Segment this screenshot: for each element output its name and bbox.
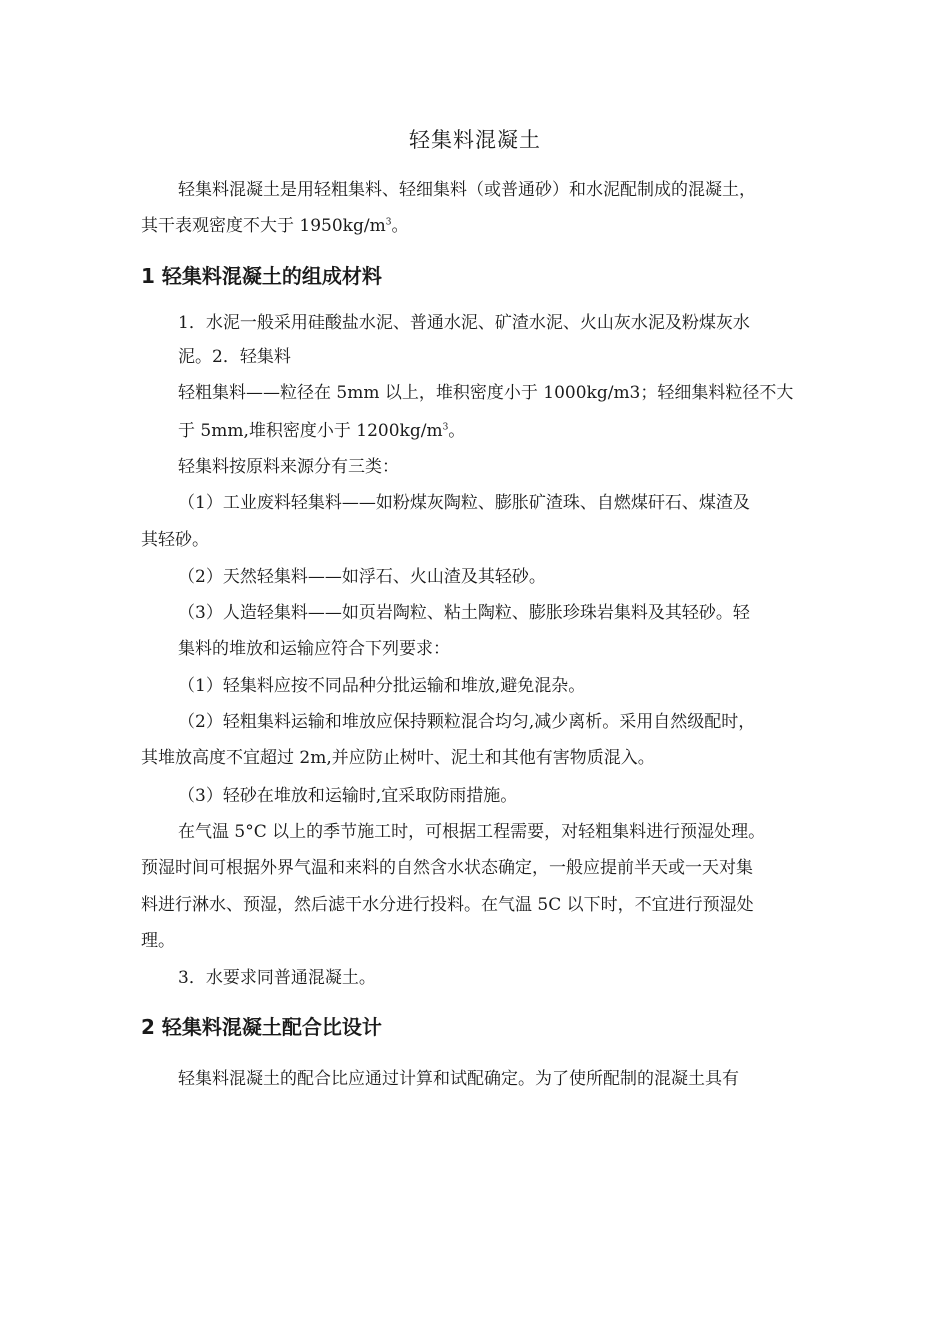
section-1-line-16: 预湿时间可根据外界气温和来料的自然含水状态确定，一般应提前半天或一天对集 bbox=[141, 858, 753, 878]
section-1-line-18: 理。 bbox=[141, 931, 175, 951]
section-1-line-2: 泥。2．轻集料 bbox=[178, 347, 291, 367]
section-1-line-4-text: 于 5mm,堆积密度小于 1200kg/m bbox=[178, 421, 443, 441]
section-1-line-10: 集料的堆放和运输应符合下列要求： bbox=[178, 639, 450, 659]
section-1-line-7: 其轻砂。 bbox=[141, 530, 209, 550]
section-1-line-3: 轻粗集料——粒径在 5mm 以上，堆积密度小于 1000kg/m3；轻细集料粒径不大 bbox=[178, 383, 794, 403]
intro-line-2-text: 其干表观密度不大于 1950kg/m bbox=[141, 216, 386, 236]
section-1-line-11: （1）轻集料应按不同品种分批运输和堆放,避免混杂。 bbox=[178, 676, 586, 696]
section-1-line-12: （2）轻粗集料运输和堆放应保持颗粒混合均匀,减少离析。采用自然级配时， bbox=[178, 712, 756, 732]
section-1-line-6: （1）工业废料轻集料——如粉煤灰陶粒、膨胀矿渣珠、自燃煤矸石、煤渣及 bbox=[178, 493, 750, 513]
section-1-line-17: 料进行淋水、预湿，然后滤干水分进行投料。在气温 5C 以下时，不宜进行预湿处 bbox=[141, 895, 754, 915]
section-1-line-9: （3）人造轻集料——如页岩陶粒、粘土陶粒、膨胀珍珠岩集料及其轻砂。轻 bbox=[178, 603, 750, 623]
section-1-line-14: （3）轻砂在堆放和运输时,宜采取防雨措施。 bbox=[178, 786, 518, 806]
section-1-line-13: 其堆放高度不宜超过 2m,并应防止树叶、泥土和其他有害物质混入。 bbox=[141, 748, 655, 768]
section-1-heading: 1 轻集料混凝土的组成材料 bbox=[141, 264, 382, 288]
intro-line-2-end: 。 bbox=[391, 216, 409, 236]
section-1-line-4-end: 。 bbox=[448, 421, 466, 441]
section-1-line-19: 3．水要求同普通混凝土。 bbox=[178, 968, 376, 988]
section-1-line-8: （2）天然轻集料——如浮石、火山渣及其轻砂。 bbox=[178, 567, 546, 587]
section-1-line-4 bbox=[178, 419, 465, 443]
section-1-line-1: 1．水泥一般采用硅酸盐水泥、普通水泥、矿渣水泥、火山灰水泥及粉煤灰水 bbox=[178, 313, 750, 333]
section-2-line-1: 轻集料混凝土的配合比应通过计算和试配确定。为了使所配制的混凝土具有 bbox=[178, 1069, 739, 1089]
intro-line-2 bbox=[141, 214, 408, 238]
document-title: 轻集料混凝土 bbox=[409, 128, 541, 152]
intro-line-2-superscript: 3 bbox=[385, 217, 392, 228]
intro-line-1: 轻集料混凝土是用轻粗集料、轻细集料（或普通砂）和水泥配制成的混凝土， bbox=[178, 180, 756, 200]
section-2-heading: 2 轻集料混凝土配合比设计 bbox=[141, 1015, 382, 1039]
section-1-line-15: 在气温 5°C 以上的季节施工时，可根据工程需要，对轻粗集料进行预湿处理。 bbox=[178, 822, 766, 842]
section-1-line-5: 轻集料按原料来源分有三类： bbox=[178, 457, 399, 477]
section-1-line-4-superscript: 3 bbox=[442, 422, 449, 433]
